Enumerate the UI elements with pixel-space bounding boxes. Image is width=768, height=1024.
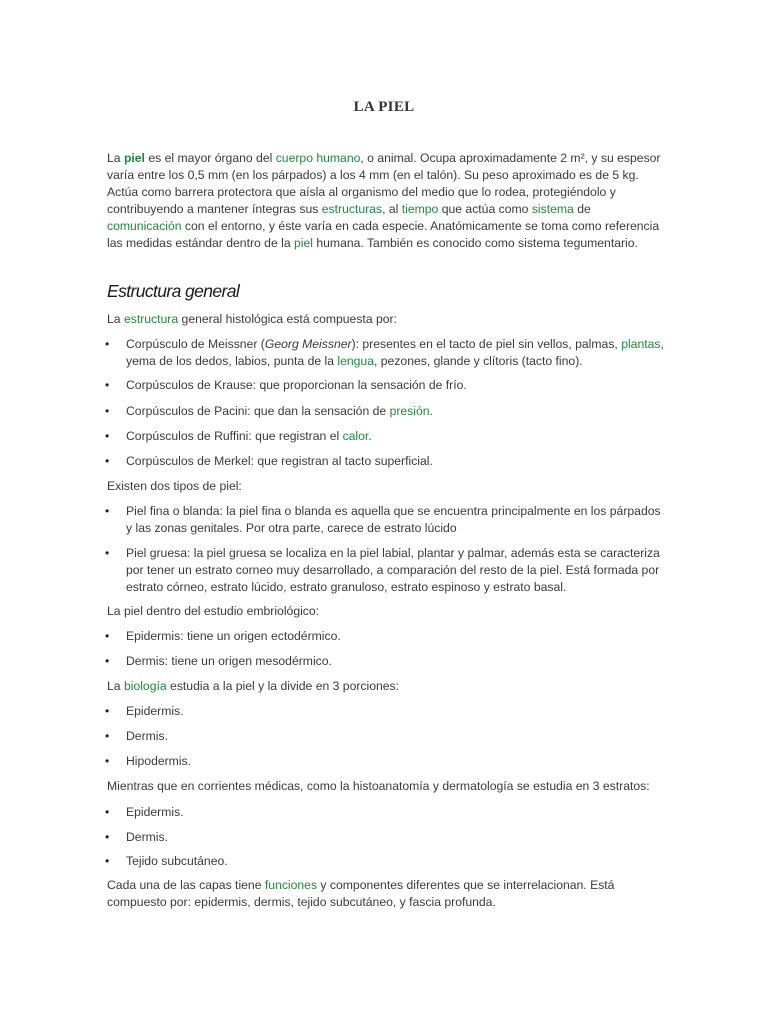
bullet-icon: •	[105, 454, 110, 468]
list-item-text: Piel gruesa: la piel gruesa se localiza en la piel labial, plantar y palmar, además esta se caracteriza por tener un estrato corneo muy desarrollado, a comparación del resto de la piel. Está formada por estrato córneo, estrato lúcido, estrato granuloso, estrato espinoso y estrato basal.	[126, 546, 660, 594]
text: .	[368, 429, 372, 443]
list-item-dermis-embrio	[107, 653, 667, 670]
text: ): presentes en el tacto de piel sin vellos, palmas,	[351, 337, 622, 351]
list-item-epidermis-embrio	[107, 628, 667, 645]
text: La	[107, 151, 124, 165]
list-item-text: Tejido subcutáneo.	[126, 854, 228, 868]
link-estructuras[interactable]: estructuras	[321, 201, 383, 216]
list-item-piel-gruesa	[107, 545, 667, 596]
link-presion[interactable]: presión	[389, 404, 430, 418]
list-item-epidermis	[107, 703, 667, 720]
list-item-krause	[107, 377, 667, 394]
list-item-epidermis-estrato	[107, 804, 667, 821]
text: , al	[382, 201, 402, 216]
text: La	[107, 679, 124, 693]
list-item-text	[126, 428, 667, 445]
medicas-intro: Mientras que en corrientes médicas, como la histoanatomía y dermatología se estudia en 3 estratos:	[107, 779, 650, 793]
bullet-icon: •	[105, 805, 110, 819]
text: es el mayor órgano del	[144, 151, 276, 165]
bullet-icon: •	[105, 704, 110, 718]
link-cuerpo-humano[interactable]: cuerpo humano	[275, 151, 361, 165]
list-item-text: Epidermis.	[126, 704, 184, 718]
bullet-icon: •	[105, 337, 110, 351]
text-italic: Georg Meissner	[264, 337, 352, 351]
text: que actúa como	[438, 201, 532, 216]
list-item-text: Dermis: tiene un origen mesodérmico.	[126, 654, 332, 668]
link-plantas[interactable]: plantas	[621, 337, 661, 351]
list-item-text: Dermis.	[126, 729, 168, 743]
list-item-text: Dermis.	[126, 830, 168, 844]
text: Cada una de las capas tiene	[107, 878, 265, 892]
bullet-icon: •	[105, 378, 110, 392]
text: con el entorno, y éste varía en cada especie. Anatómicamente se toma como referencia las medidas estándar dentro de la	[107, 218, 660, 250]
embrio-intro: La piel dentro del estudio embriológico:	[107, 604, 320, 618]
link-sistema[interactable]: sistema	[531, 201, 574, 216]
list-item-merkel	[107, 453, 667, 470]
link-biologia[interactable]: biología	[123, 679, 167, 693]
text: Corpúsculos de Ruffini: que registran el	[126, 429, 343, 443]
link-lengua[interactable]: lengua	[337, 353, 374, 368]
bullet-icon: •	[105, 654, 110, 668]
list-item-text: Corpúsculos de Krause: que proporcionan la sensación de frío.	[126, 378, 467, 392]
list-item-dermis-estrato	[107, 829, 667, 846]
link-calor[interactable]: calor	[342, 429, 369, 443]
link-funciones[interactable]: funciones	[264, 878, 318, 892]
list-item-ruffini	[107, 428, 667, 445]
bullet-icon: •	[105, 754, 110, 768]
bullet-icon: •	[105, 504, 110, 518]
text: general histológica está compuesta por:	[178, 312, 397, 326]
list-item-text: Piel fina o blanda: la piel fina o blanda es aquella que se encuentra principalmente en los párpados y las zonas genitales. Por otra parte, carece de estrato lúcido	[126, 504, 661, 535]
bullet-icon: •	[105, 854, 110, 868]
section-heading-estructura: Estructura general	[107, 281, 240, 301]
list-item-piel-fina	[107, 503, 667, 537]
text: , pezones, glande y clítoris (tacto fino).	[374, 353, 583, 368]
bullet-icon: •	[105, 404, 110, 418]
text: , o animal. Ocupa aproximadamente 2 m², y su espesor varía entre los 0,5 mm (en los párpados) a los 4 mm (en el talón). Su peso aproximado es de 5 kg. Actúa como barrera protectora que aísla al organismo del medio que lo rodea, protegiéndolo y contribuyendo a mantener íntegras sus	[107, 151, 661, 216]
list-item-tejido-subcutaneo	[107, 853, 667, 870]
bullet-icon: •	[105, 830, 110, 844]
link-piel[interactable]: piel	[123, 151, 145, 165]
text: Corpúsculos de Pacini: que dan la sensación de	[126, 404, 390, 418]
document-title: LA PIEL	[353, 99, 415, 115]
list-item-text: Corpúsculos de Merkel: que registran al tacto superficial.	[126, 454, 433, 468]
link-comunicacion[interactable]: comunicación	[107, 218, 182, 233]
list-item-dermis	[107, 728, 667, 745]
biologia-intro	[107, 678, 399, 695]
link-tiempo[interactable]: tiempo	[401, 201, 439, 216]
bullet-icon: •	[105, 429, 110, 443]
text: Corpúsculo de Meissner (	[126, 337, 265, 351]
tipos-intro: Existen dos tipos de piel:	[107, 479, 242, 493]
bullet-icon: •	[105, 546, 110, 560]
list-item-pacini	[107, 403, 667, 420]
link-piel-humana[interactable]: piel	[294, 235, 313, 250]
text: de	[573, 201, 591, 216]
bullet-icon: •	[105, 629, 110, 643]
intro-paragraph	[107, 150, 667, 251]
list-item-text: Epidermis: tiene un origen ectodérmico.	[126, 629, 341, 643]
bullet-icon: •	[105, 729, 110, 743]
list-item-hipodermis	[107, 753, 667, 770]
link-estructura[interactable]: estructura	[123, 312, 179, 326]
list-item-meissner	[107, 336, 667, 370]
text: estudia a la piel y la divide en 3 porciones:	[166, 679, 400, 693]
text: .	[429, 404, 433, 418]
closing-paragraph	[107, 877, 667, 911]
text: La	[107, 312, 124, 326]
list-item-text: Epidermis.	[126, 805, 184, 819]
list-item-text: Hipodermis.	[126, 754, 192, 768]
text: y componentes diferentes que se interrelacionan. Está compuesto por: epidermis, dermis, tejido subcutáneo, y fascia profunda.	[107, 878, 615, 909]
text: , yema de los dedos, labios, punta de la	[126, 337, 664, 368]
text: humana. También es conocido como sistema tegumentario.	[312, 235, 638, 250]
estructura-intro	[107, 311, 397, 328]
list-item-text	[126, 403, 667, 420]
list-item-text	[126, 336, 667, 370]
